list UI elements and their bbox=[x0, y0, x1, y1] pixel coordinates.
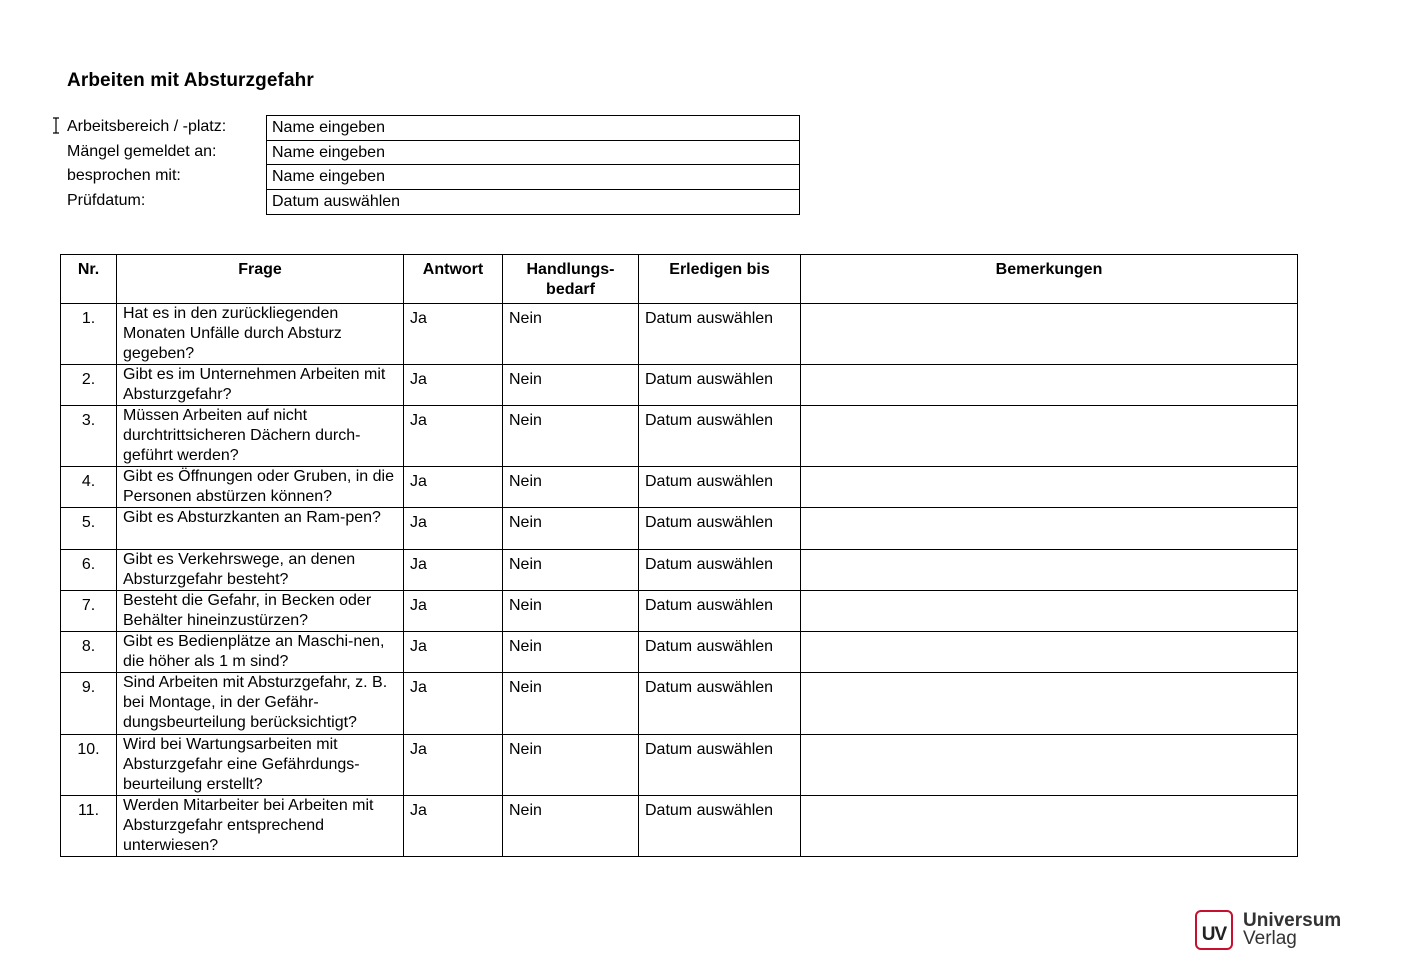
table-row bbox=[61, 508, 1298, 550]
universum-verlag-logo bbox=[1195, 910, 1347, 952]
handlungsbedarf-dropdown[interactable]: Nein bbox=[503, 632, 639, 673]
bemerkungen-field[interactable] bbox=[801, 796, 1298, 857]
erledigen-bis-date-picker[interactable]: Datum auswählen bbox=[639, 365, 801, 406]
header-erledigen-bis: Erledigen bis bbox=[639, 255, 801, 304]
antwort-dropdown[interactable]: Ja bbox=[404, 406, 503, 467]
erledigen-bis-date-picker[interactable]: Datum auswählen bbox=[639, 673, 801, 735]
question-text: Gibt es Öffnungen oder Gruben, in die Personen abstürzen können? bbox=[117, 467, 404, 508]
table-row bbox=[61, 406, 1298, 467]
row-number: 11. bbox=[61, 796, 117, 857]
arbeitsbereich-input[interactable]: Name eingeben bbox=[267, 116, 799, 141]
checklist-table bbox=[60, 254, 1298, 857]
antwort-dropdown[interactable]: Ja bbox=[404, 550, 503, 591]
erledigen-bis-date-picker[interactable]: Datum auswählen bbox=[639, 508, 801, 550]
logo-name-line1: Universum bbox=[1243, 910, 1342, 931]
row-number: 7. bbox=[61, 591, 117, 632]
handlungsbedarf-dropdown[interactable]: Nein bbox=[503, 304, 639, 365]
header-handlungsbedarf-line1: Handlungs- bbox=[526, 261, 615, 278]
erledigen-bis-date-picker[interactable]: Datum auswählen bbox=[639, 406, 801, 467]
handlungsbedarf-dropdown[interactable]: Nein bbox=[503, 467, 639, 508]
handlungsbedarf-dropdown[interactable]: Nein bbox=[503, 406, 639, 467]
erledigen-bis-date-picker[interactable]: Datum auswählen bbox=[639, 304, 801, 365]
header-antwort: Antwort bbox=[404, 255, 503, 304]
question-text: Werden Mitarbeiter bei Arbeiten mit Absturzgefahr entsprechend unterwiesen? bbox=[117, 796, 404, 857]
row-number: 6. bbox=[61, 550, 117, 591]
row-number: 5. bbox=[61, 508, 117, 550]
table-row bbox=[61, 467, 1298, 508]
table-row bbox=[61, 365, 1298, 406]
handlungsbedarf-dropdown[interactable]: Nein bbox=[503, 591, 639, 632]
handlungsbedarf-dropdown[interactable]: Nein bbox=[503, 735, 639, 796]
meta-label-besprochen: besprochen mit: bbox=[67, 167, 181, 184]
antwort-dropdown[interactable]: Ja bbox=[404, 304, 503, 365]
besprochen-mit-input[interactable]: Name eingeben bbox=[267, 165, 799, 190]
question-text: Hat es in den zurückliegenden Monaten Unfälle durch Absturz gegeben? bbox=[117, 304, 404, 365]
meta-label-maengel: Mängel gemeldet an: bbox=[67, 143, 217, 160]
row-number: 4. bbox=[61, 467, 117, 508]
row-number: 2. bbox=[61, 365, 117, 406]
table-row bbox=[61, 304, 1298, 365]
bemerkungen-field[interactable] bbox=[801, 304, 1298, 365]
table-row bbox=[61, 796, 1298, 857]
question-text: Sind Arbeiten mit Absturzgefahr, z. B. bei Montage, in der Gefähr-dungsbeurteilung berücksichtigt? bbox=[117, 673, 404, 735]
antwort-dropdown[interactable]: Ja bbox=[404, 673, 503, 735]
row-number: 9. bbox=[61, 673, 117, 735]
question-text: Wird bei Wartungsarbeiten mit Absturzgefahr eine Gefährdungs-beurteilung erstellt? bbox=[117, 735, 404, 796]
header-handlungsbedarf-line2: bedarf bbox=[546, 281, 595, 298]
table-row bbox=[61, 673, 1298, 735]
uv-logo-icon: UV bbox=[1195, 910, 1233, 950]
meta-label-pruefdatum: Prüfdatum: bbox=[67, 192, 146, 209]
erledigen-bis-date-picker[interactable]: Datum auswählen bbox=[639, 591, 801, 632]
question-text: Besteht die Gefahr, in Becken oder Behälter hineinzustürzen? bbox=[117, 591, 404, 632]
bemerkungen-field[interactable] bbox=[801, 673, 1298, 735]
bemerkungen-field[interactable] bbox=[801, 550, 1298, 591]
row-number: 10. bbox=[61, 735, 117, 796]
erledigen-bis-date-picker[interactable]: Datum auswählen bbox=[639, 550, 801, 591]
erledigen-bis-date-picker[interactable]: Datum auswählen bbox=[639, 467, 801, 508]
pruefdatum-date-picker[interactable]: Datum auswählen bbox=[272, 192, 401, 210]
bemerkungen-field[interactable] bbox=[801, 632, 1298, 673]
handlungsbedarf-dropdown[interactable]: Nein bbox=[503, 365, 639, 406]
bemerkungen-field[interactable] bbox=[801, 508, 1298, 550]
bemerkungen-field[interactable] bbox=[801, 467, 1298, 508]
bemerkungen-field[interactable] bbox=[801, 591, 1298, 632]
page-title: Arbeiten mit Absturzgefahr bbox=[67, 70, 314, 91]
meta-fields bbox=[266, 115, 800, 215]
antwort-dropdown[interactable]: Ja bbox=[404, 591, 503, 632]
handlungsbedarf-dropdown[interactable]: Nein bbox=[503, 550, 639, 591]
erledigen-bis-date-picker[interactable]: Datum auswählen bbox=[639, 796, 801, 857]
table-row bbox=[61, 591, 1298, 632]
table-row bbox=[61, 550, 1298, 591]
handlungsbedarf-dropdown[interactable]: Nein bbox=[503, 796, 639, 857]
antwort-dropdown[interactable]: Ja bbox=[404, 365, 503, 406]
antwort-dropdown[interactable]: Ja bbox=[404, 508, 503, 550]
header-handlungsbedarf bbox=[503, 255, 639, 304]
antwort-dropdown[interactable]: Ja bbox=[404, 467, 503, 508]
question-text: Gibt es Absturzkanten an Ram-pen? bbox=[117, 508, 404, 550]
text-cursor-icon bbox=[52, 117, 60, 134]
table-header-row bbox=[61, 255, 1298, 304]
handlungsbedarf-dropdown[interactable]: Nein bbox=[503, 508, 639, 550]
question-text: Gibt es Verkehrswege, an denen Absturzgefahr besteht? bbox=[117, 550, 404, 591]
antwort-dropdown[interactable]: Ja bbox=[404, 735, 503, 796]
question-text: Gibt es im Unternehmen Arbeiten mit Absturzgefahr? bbox=[117, 365, 404, 406]
question-text: Gibt es Bedienplätze an Maschi-nen, die höher als 1 m sind? bbox=[117, 632, 404, 673]
logo-name-line2: Verlag bbox=[1243, 928, 1297, 949]
table-row bbox=[61, 735, 1298, 796]
table-row bbox=[61, 632, 1298, 673]
bemerkungen-field[interactable] bbox=[801, 365, 1298, 406]
question-text: Müssen Arbeiten auf nicht durchtrittsicheren Dächern durch-geführt werden? bbox=[117, 406, 404, 467]
antwort-dropdown[interactable]: Ja bbox=[404, 796, 503, 857]
bemerkungen-field[interactable] bbox=[801, 735, 1298, 796]
meta-label-arbeitsbereich: Arbeitsbereich / -platz: bbox=[67, 118, 227, 135]
handlungsbedarf-dropdown[interactable]: Nein bbox=[503, 673, 639, 735]
header-bemerkungen: Bemerkungen bbox=[801, 255, 1298, 304]
maengel-gemeldet-input[interactable]: Name eingeben bbox=[267, 141, 799, 166]
row-number: 8. bbox=[61, 632, 117, 673]
erledigen-bis-date-picker[interactable]: Datum auswählen bbox=[639, 735, 801, 796]
row-number: 3. bbox=[61, 406, 117, 467]
erledigen-bis-date-picker[interactable]: Datum auswählen bbox=[639, 632, 801, 673]
header-frage: Frage bbox=[117, 255, 404, 304]
antwort-dropdown[interactable]: Ja bbox=[404, 632, 503, 673]
row-number: 1. bbox=[61, 304, 117, 365]
header-nr: Nr. bbox=[61, 255, 117, 304]
bemerkungen-field[interactable] bbox=[801, 406, 1298, 467]
